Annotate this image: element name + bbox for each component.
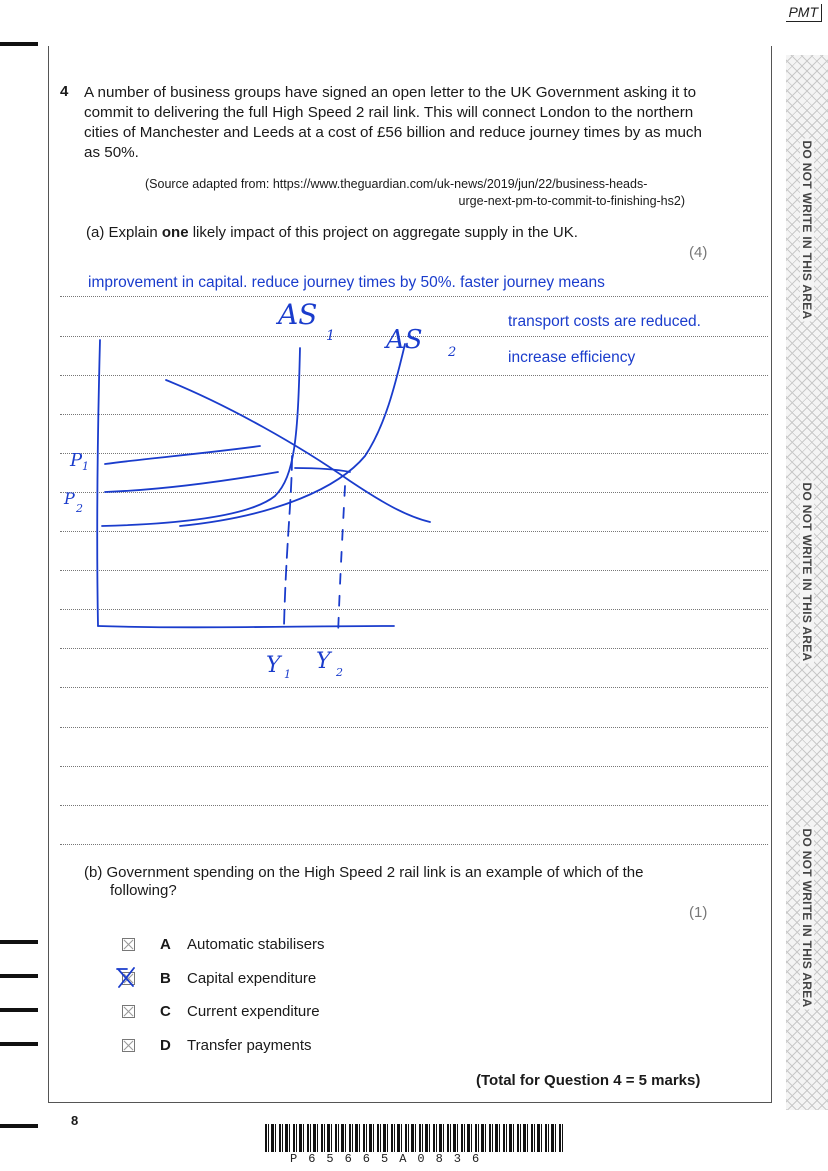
question-total: (Total for Question 4 = 5 marks) <box>476 1072 701 1089</box>
p1-label-sub: 1 <box>82 460 89 473</box>
p2-label-sub: 2 <box>76 502 83 515</box>
handwritten-cross-mark-icon <box>115 966 141 990</box>
pmt-corner-label: PMT <box>786 4 822 22</box>
handwritten-answer-line-3: increase efficiency <box>508 349 636 366</box>
as2-curve <box>180 344 405 526</box>
margin-bar <box>0 1042 38 1046</box>
question-intro: A number of business groups have signed an open letter to the UK Government asking it to commit to delivering the full High Speed 2 rail link. This will connect London to the northern cities of Manchester and Leeds at a cost of £56 billion and reduce journey times by as much as 50%. <box>84 84 702 161</box>
page-number: 8 <box>71 1113 79 1128</box>
y2-label: Y <box>316 649 331 674</box>
option-d-checkbox[interactable] <box>122 1039 135 1052</box>
answer-line <box>60 805 768 806</box>
margin-bar <box>0 940 38 944</box>
part-b-marks: (1) <box>689 904 708 921</box>
p1-label: P <box>70 450 83 471</box>
output-axis <box>98 626 394 627</box>
y2-label-sub: 2 <box>336 666 343 679</box>
as2-label: AS <box>386 325 423 355</box>
question-number: 4 <box>60 83 69 100</box>
p1-dash <box>105 446 260 464</box>
barcode-icon <box>265 1124 565 1152</box>
option-a-checkbox[interactable] <box>122 938 135 951</box>
answer-line <box>60 687 768 688</box>
margin-bar <box>0 42 38 46</box>
as1-label-sub: 1 <box>326 328 335 344</box>
answer-line <box>60 844 768 845</box>
source-citation <box>145 176 685 210</box>
source-line-2: urge-next-pm-to-commit-to-finishing-hs2) <box>458 194 685 208</box>
answer-line <box>60 727 768 728</box>
eq-dash <box>295 468 350 472</box>
part-a-marks: (4) <box>689 244 708 261</box>
hand-drawn-as-diagram <box>60 296 460 686</box>
part-b-prompt <box>84 864 704 900</box>
price-axis <box>97 340 100 626</box>
margin-bar <box>0 974 38 978</box>
handwritten-answer-line-1: improvement in capital. reduce journey times by 50%. faster journey means <box>88 274 605 291</box>
p2-label: P <box>64 489 75 508</box>
margin-bar <box>0 1124 38 1128</box>
answer-line <box>60 766 768 767</box>
y2-dash <box>338 486 345 636</box>
part-b-line-2: following? <box>110 882 177 899</box>
as1-curve <box>102 348 300 526</box>
option-c-checkbox[interactable] <box>122 1005 135 1018</box>
barcode-text: P65665A0836 <box>290 1152 491 1166</box>
as2-label-sub: 2 <box>448 345 457 360</box>
part-a-prompt: (a) Explain one likely impact of this project on aggregate supply in the UK. <box>86 224 578 241</box>
source-line-1: (Source adapted from: https://www.theguardian.com/uk-news/2019/jun/22/business-heads- <box>145 177 648 191</box>
y1-label: Y <box>266 653 281 678</box>
part-b-line-1: (b) Government spending on the High Speed 2 rail link is an example of which of the <box>84 864 644 881</box>
as1-label: AS <box>278 298 318 331</box>
p2-dash <box>105 472 278 492</box>
margin-bar <box>0 1008 38 1012</box>
y1-label-sub: 1 <box>284 668 291 681</box>
handwritten-answer-line-2: transport costs are reduced. <box>508 313 701 330</box>
